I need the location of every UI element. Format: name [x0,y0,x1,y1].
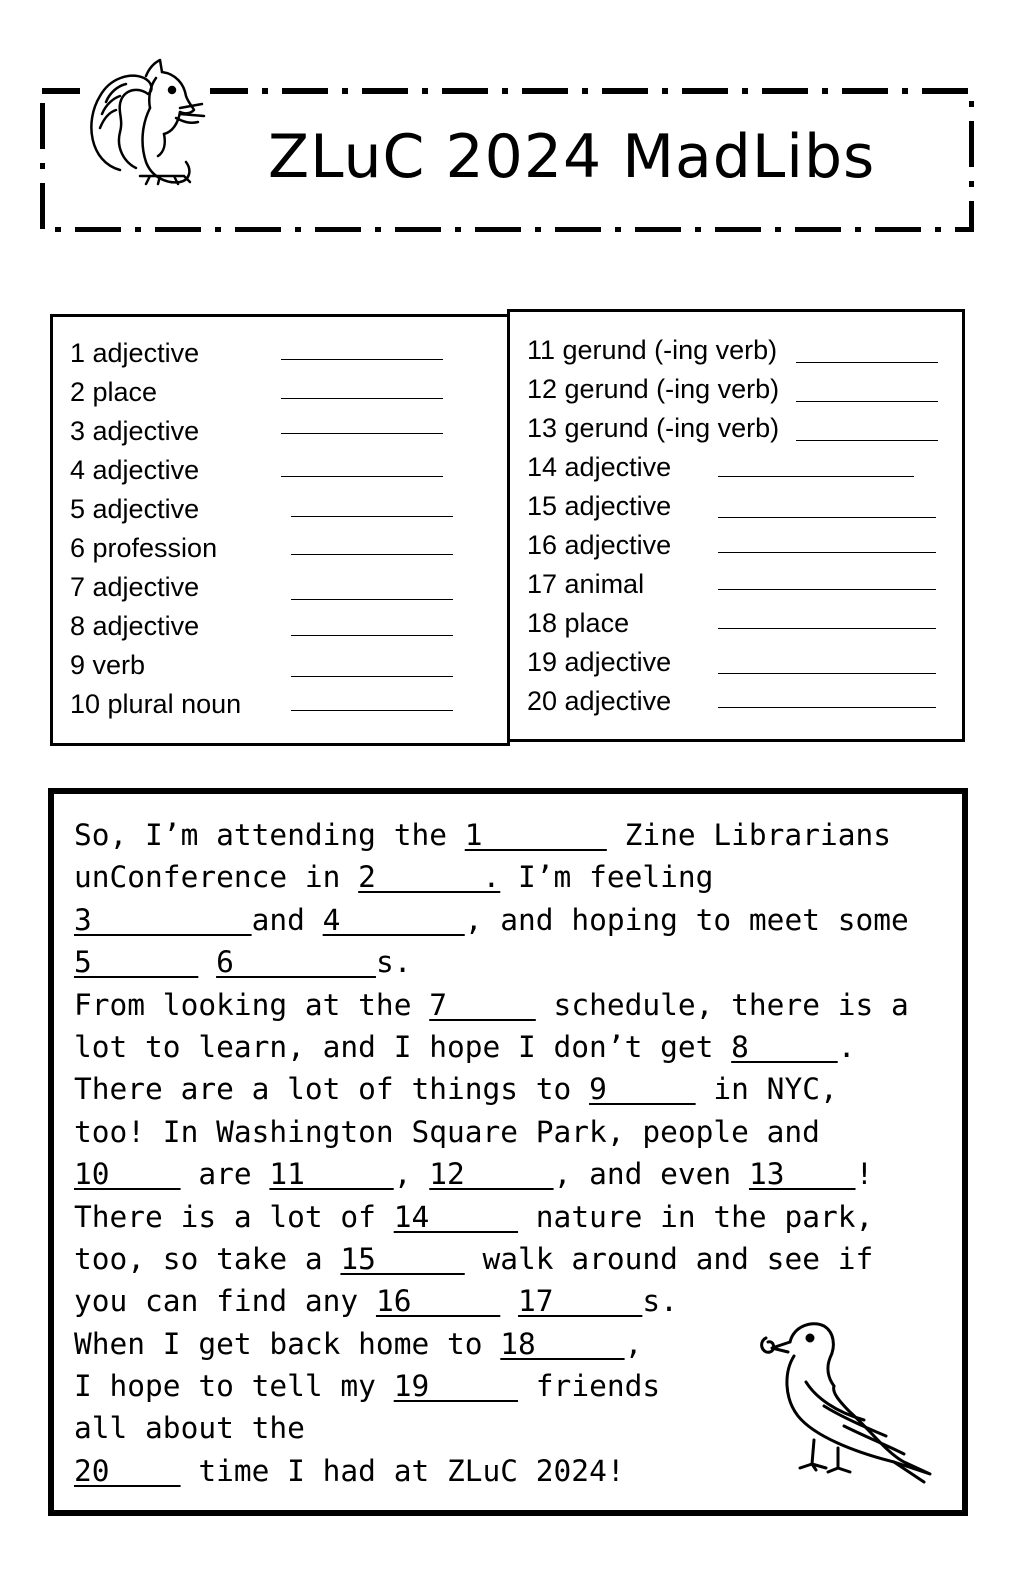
blank-8: 8 [731,1029,838,1064]
list-item: 19 adjective [527,647,672,677]
blank-11: 11 [269,1157,394,1192]
list-item: 12 gerund (-ing verb) [527,374,780,404]
blank-line [718,589,936,590]
blank-5: 5 [74,945,199,980]
list-item: 9 verb [70,650,146,680]
pigeon-icon [754,1312,944,1492]
blank-line [796,362,938,363]
list-item: 7 adjective [70,572,200,602]
word-list-left [50,314,510,746]
blank-6: 6 [216,945,376,980]
blank-1: 1 [464,818,607,852]
list-item: 15 adjective [527,491,672,521]
blank-17: 17 [518,1284,643,1319]
list-item: 18 place [527,608,630,638]
blank-line [796,401,938,402]
list-item: 2 place [70,377,158,407]
blank-3: 3 [74,902,252,937]
list-item: 6 profession [70,533,218,563]
blank-line [718,707,936,708]
blank-line [718,628,936,629]
blank-14: 14 [393,1199,519,1234]
blank-20: 20 [74,1453,181,1488]
blank-line [291,554,453,555]
blank-7: 7 [429,987,536,1022]
list-item: 3 adjective [70,416,200,446]
blank-line [718,517,936,518]
list-item: 1 adjective [70,338,200,368]
blank-line [281,398,443,399]
blank-line [281,476,443,477]
story-box [48,788,968,1516]
word-list-right [507,309,965,742]
list-item: 11 gerund (-ing verb) [527,335,778,365]
blank-13: 13 [748,1157,856,1192]
blank-10: 10 [74,1157,181,1192]
title-banner [40,88,974,232]
blank-line [281,359,443,360]
squirrel-icon [80,52,210,212]
blank-line [718,476,914,477]
list-item: 5 adjective [70,494,200,524]
list-item: 4 adjective [70,455,200,485]
list-item: 14 adjective [527,452,672,482]
blank-2: 2 . [358,860,501,895]
blank-line [291,676,453,677]
blank-line [291,599,453,600]
blank-line [291,710,453,711]
blank-12: 12 [429,1157,554,1192]
list-item: 8 adjective [70,611,200,641]
story-text: So, I’m attending the 1 Zine Librarians unConference in 2 . I’m feeling 3 and 4 , and hoping to meet some 5 6 s. From looking at the 7 schedule, there is a lot to learn, and I hope I don’t get 8 . There are a lot of things to 9 in NYC, too! In Washington Square Park, people and 10 are 11 , 12 , and even 13 ! There is a lot of 14 nature in the park, too, so take a 15 walk around and see if you can find any 16 17 s. When I get back home to 18 , I hope to tell my 19 friends all about the 20 time I had at ZLuC 2024! [74,818,909,1488]
blank-line [291,635,453,636]
list-item: 13 gerund (-ing verb) [527,413,780,443]
blank-line [291,516,453,517]
list-item: 16 adjective [527,530,672,560]
list-item: 20 adjective [527,686,672,716]
list-item: 10 plural noun [70,689,242,719]
blank-9: 9 [589,1072,696,1107]
page-title: ZLuC 2024 MadLibs [268,122,876,192]
blank-line [796,440,938,441]
blank-16: 16 [375,1284,501,1319]
blank-line [281,433,443,434]
blank-19: 19 [393,1369,519,1404]
blank-18: 18 [500,1326,625,1361]
blank-line [718,552,936,553]
blank-line [718,673,936,674]
list-item: 17 animal [527,569,645,599]
blank-15: 15 [340,1241,465,1276]
blank-4: 4 [322,902,465,937]
